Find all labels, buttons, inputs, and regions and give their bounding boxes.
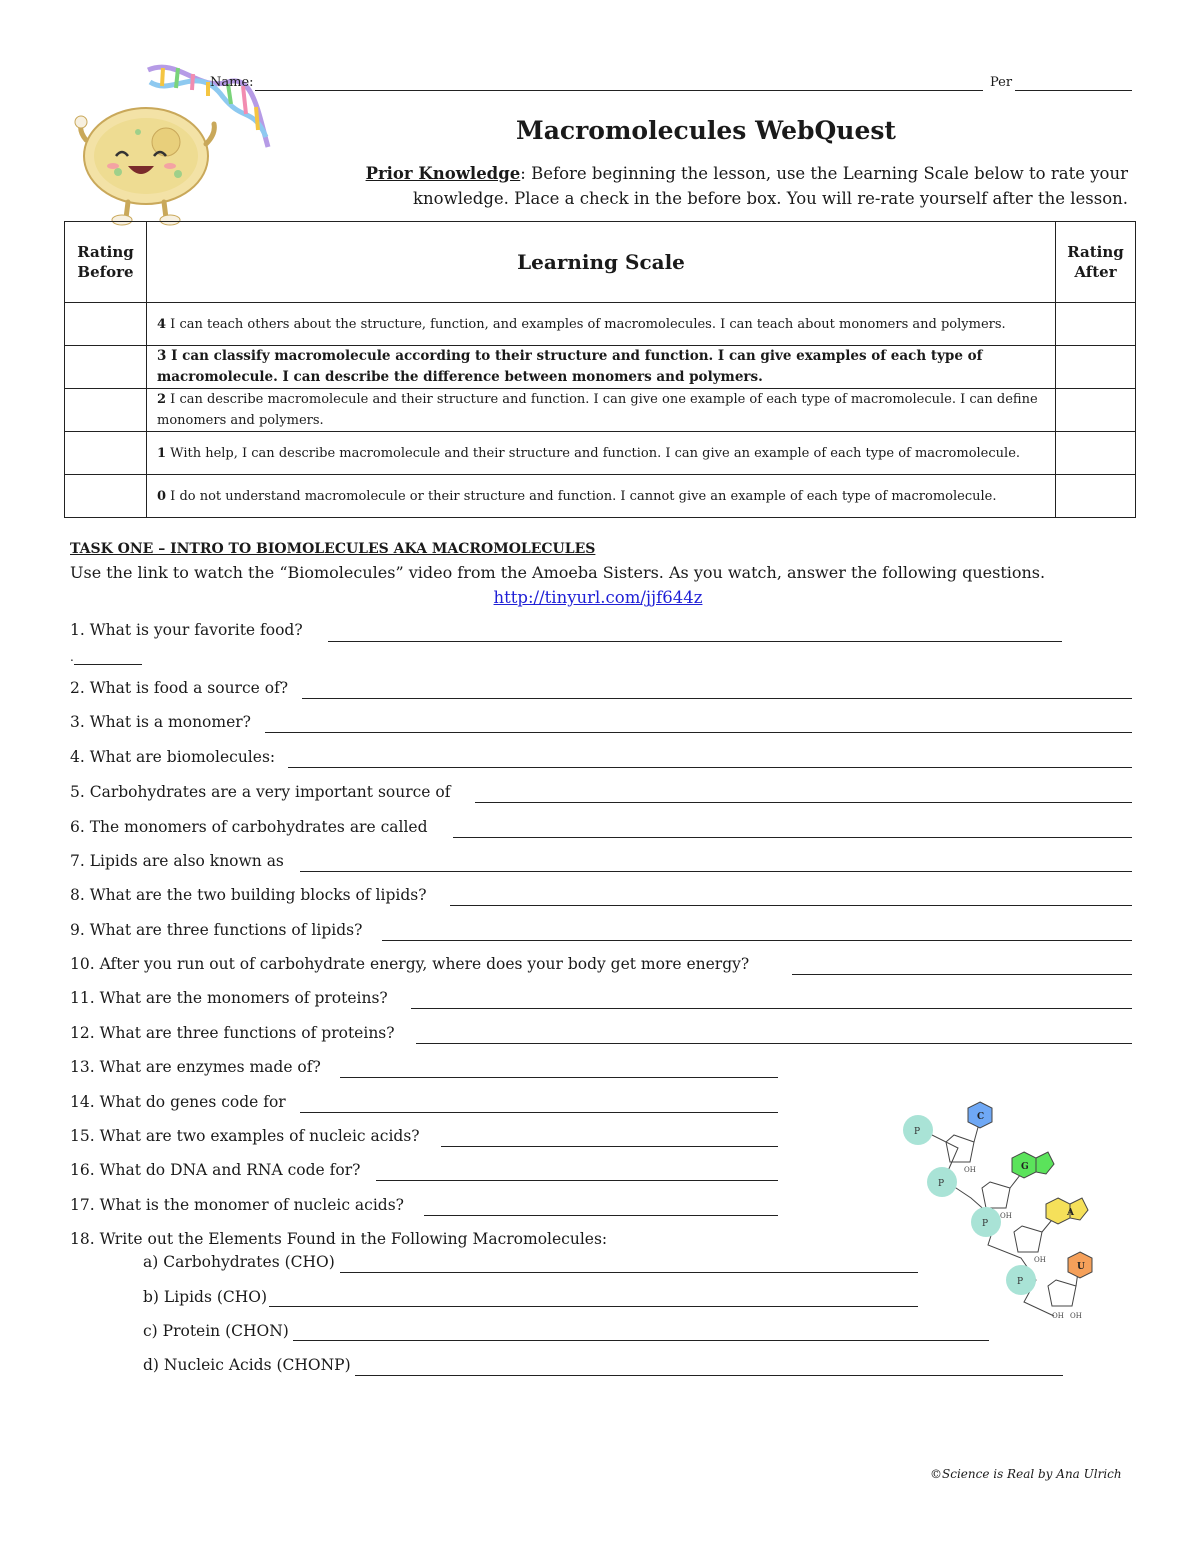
scale-description: 3 I can classify macromolecule according to their structure and function. I can give examples of each type of macromolecule. I can describe the difference between monomers and polymers.: [147, 346, 1056, 389]
scale-description: 4 I can teach others about the structure, function, and examples of macromolecules. I can teach about monomers and polymers.: [147, 303, 1056, 346]
prior-knowledge-line1: : Before beginning the lesson, use the Learning Scale below to rate your: [520, 164, 1128, 183]
rating-after-box[interactable]: [1056, 303, 1136, 346]
svg-text:P: P: [914, 1127, 921, 1137]
table-row: [65, 432, 1136, 475]
rating-before-box[interactable]: [65, 475, 147, 518]
learning-scale-table: [64, 221, 1136, 518]
svg-text:P: P: [982, 1219, 989, 1229]
svg-text:OH: OH: [1052, 1312, 1064, 1320]
rating-before-box[interactable]: [65, 346, 147, 389]
sub-item-lipids: b) Lipids (CHO): [143, 1288, 268, 1306]
answer-line-4[interactable]: [288, 767, 1132, 768]
question-15: 15. What are two examples of nucleic acids?: [70, 1127, 420, 1145]
svg-text:OH: OH: [1000, 1212, 1012, 1220]
scale-description: 2 I can describe macromolecule and their structure and function. I can give one example of each type of macromolecule. I can define monomers and polymers.: [147, 389, 1056, 432]
answer-line-5[interactable]: [475, 802, 1132, 803]
svg-text:U: U: [1077, 1262, 1085, 1272]
video-link[interactable]: http://tinyurl.com/jjf644z: [493, 588, 703, 607]
prior-knowledge-line2: knowledge. Place a check in the before box. You will re-rate yourself after the lesson.: [413, 189, 1128, 208]
sub-item-carbohydrates: a) Carbohydrates (CHO): [143, 1253, 335, 1271]
question-1: 1. What is your favorite food?: [70, 621, 303, 639]
answer-line-12[interactable]: [416, 1043, 1132, 1044]
answer-line-1-continued[interactable]: [74, 664, 142, 665]
answer-line-10[interactable]: [792, 974, 1132, 975]
answer-line-14[interactable]: [300, 1112, 778, 1113]
answer-line-11[interactable]: [411, 1008, 1132, 1009]
svg-text:C: C: [977, 1112, 985, 1122]
question-2: 2. What is food a source of?: [70, 679, 289, 697]
sub-item-nucleic-acids: d) Nucleic Acids (CHONP): [143, 1356, 351, 1374]
rating-after-box[interactable]: [1056, 346, 1136, 389]
answer-line-1[interactable]: [328, 641, 1062, 642]
svg-text:P: P: [1017, 1277, 1024, 1287]
question-14: 14. What do genes code for: [70, 1093, 286, 1111]
name-label: Name:: [210, 75, 254, 90]
question-3: 3. What is a monomer?: [70, 713, 251, 731]
rating-before-box[interactable]: [65, 303, 147, 346]
svg-text:OH: OH: [1070, 1312, 1082, 1320]
answer-line-16[interactable]: [376, 1180, 778, 1181]
question-7: 7. Lipids are also known as: [70, 852, 284, 870]
table-row: [65, 346, 1136, 389]
question-4: 4. What are biomolecules:: [70, 748, 276, 766]
prior-knowledge-label: Prior Knowledge: [365, 164, 521, 183]
question-6: 6. The monomers of carbohydrates are called: [70, 818, 428, 836]
svg-text:G: G: [1021, 1162, 1029, 1172]
page-title: Macromolecules WebQuest: [516, 116, 896, 145]
answer-line-13[interactable]: [340, 1077, 778, 1078]
question-16: 16. What do DNA and RNA code for?: [70, 1161, 361, 1179]
svg-text:OH: OH: [964, 1166, 976, 1174]
period-field[interactable]: [1015, 90, 1132, 91]
rating-before-box[interactable]: [65, 432, 147, 475]
table-row: [65, 389, 1136, 432]
rating-before-box[interactable]: [65, 389, 147, 432]
question-17: 17. What is the monomer of nucleic acids?: [70, 1196, 404, 1214]
question-5: 5. Carbohydrates are a very important source of: [70, 783, 451, 801]
table-row: [65, 475, 1136, 518]
svg-text:A: A: [1067, 1208, 1074, 1218]
svg-text:P: P: [938, 1179, 945, 1189]
answer-line-17[interactable]: [424, 1215, 778, 1216]
prior-knowledge-instructions: [280, 161, 1128, 211]
answer-line-nucleic-acids[interactable]: [355, 1375, 1063, 1376]
answer-line-lipids[interactable]: [269, 1306, 918, 1307]
period-label: Per: [990, 75, 1013, 90]
question-9: 9. What are three functions of lipids?: [70, 921, 363, 939]
svg-text:OH: OH: [1034, 1256, 1046, 1264]
answer-line-2[interactable]: [302, 698, 1132, 699]
answer-line-8[interactable]: [450, 905, 1132, 906]
rating-after-box[interactable]: [1056, 389, 1136, 432]
nucleotide-chain-diagram: [896, 1080, 1126, 1340]
copyright-credit: ©Science is Real by Ana Ulrich: [930, 1467, 1122, 1481]
phosphate-group-icon: [903, 1115, 1036, 1295]
question-8: 8. What are the two building blocks of lipids?: [70, 886, 427, 904]
answer-line-protein[interactable]: [293, 1340, 989, 1341]
scale-description: 1 With help, I can describe macromolecule and their structure and function. I can give an example of each type of macromolecule.: [147, 432, 1056, 475]
answer-line-3[interactable]: [265, 732, 1132, 733]
answer-line-9[interactable]: [382, 940, 1132, 941]
answer-line-7[interactable]: [300, 871, 1132, 872]
table-row: [65, 303, 1136, 346]
rating-before-header: Rating Before: [65, 222, 147, 303]
learning-scale-header: Learning Scale: [147, 222, 1056, 303]
rating-after-header: Rating After: [1056, 222, 1136, 303]
rating-after-box[interactable]: [1056, 432, 1136, 475]
rating-after-box[interactable]: [1056, 475, 1136, 518]
answer-line-15[interactable]: [441, 1146, 778, 1147]
question-13: 13. What are enzymes made of?: [70, 1058, 321, 1076]
scale-description: 0 I do not understand macromolecule or their structure and function. I cannot give an example of each type of macromolecule.: [147, 475, 1056, 518]
question-10: 10. After you run out of carbohydrate energy, where does your body get more energy?: [70, 955, 750, 973]
name-field[interactable]: [255, 90, 983, 91]
question-18: 18. Write out the Elements Found in the Following Macromolecules:: [70, 1230, 608, 1248]
question-11: 11. What are the monomers of proteins?: [70, 989, 388, 1007]
answer-line-1-dot: .: [70, 650, 74, 664]
answer-line-6[interactable]: [453, 837, 1132, 838]
task-intro: Use the link to watch the “Biomolecules” video from the Amoeba Sisters. As you watch, answer the following questions.: [70, 563, 1046, 582]
sub-item-protein: c) Protein (CHON): [143, 1322, 289, 1340]
task-one-title: TASK ONE – INTRO TO BIOMOLECULES AKA MACROMOLECULES: [70, 541, 596, 557]
question-12: 12. What are three functions of proteins?: [70, 1024, 395, 1042]
answer-line-carbohydrates[interactable]: [340, 1272, 918, 1273]
